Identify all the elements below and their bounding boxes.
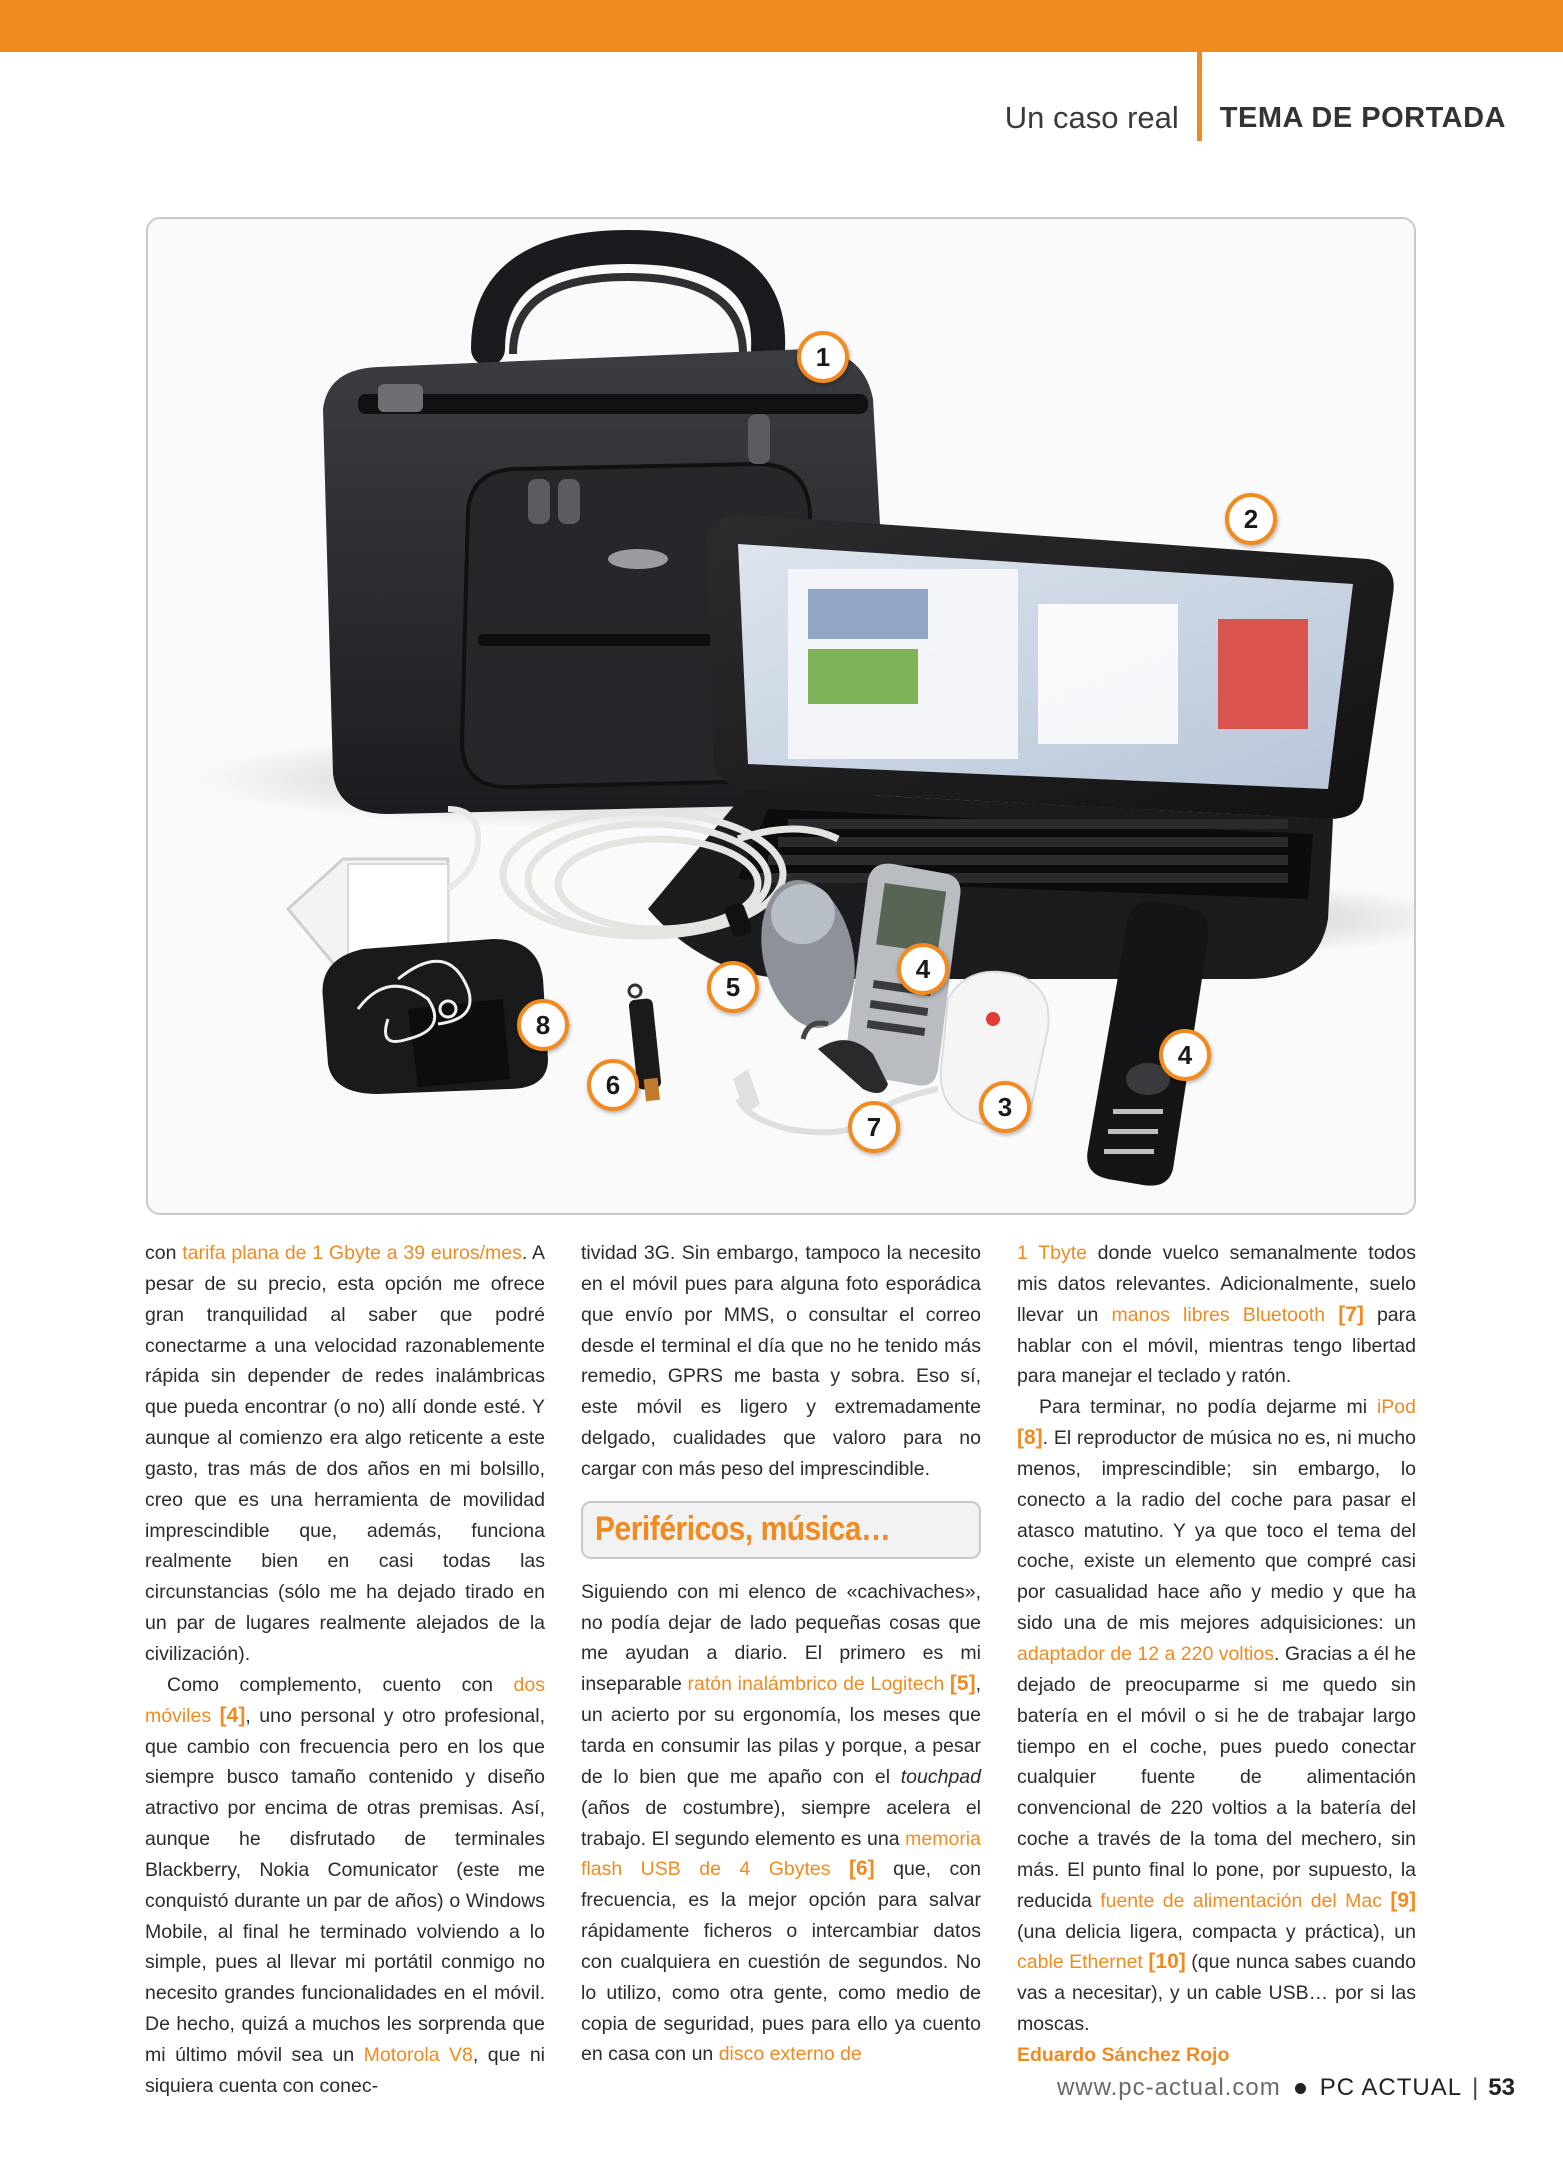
highlight-term: iPod	[1376, 1396, 1416, 1419]
photo-reference: [4]	[219, 1703, 246, 1727]
callout-2: 2	[1225, 493, 1277, 545]
subheading-box	[581, 1501, 981, 1559]
paragraph	[145, 1238, 545, 1670]
text-run: , un acierto por su ergonomía, los meses que tarda en consumir las pilas y porque, a pesar de lo bien que me apaño con el	[581, 1673, 981, 1788]
photo-reference: [8]	[1017, 1426, 1043, 1450]
callout-4-motorola: 4	[1159, 1029, 1211, 1081]
highlight-term: memoria flash USB de 4 Gbytes	[581, 1827, 981, 1881]
website-url[interactable]: www.pc-actual.com	[1056, 2074, 1281, 2101]
photo-reference: [9]	[1390, 1888, 1417, 1912]
section-label: Un caso real	[1004, 100, 1179, 135]
page-number: 53	[1488, 2074, 1515, 2101]
highlight-term: 1 Tbyte	[1017, 1242, 1087, 1264]
callout-4-nokia: 4	[897, 943, 949, 995]
highlight-term: disco externo de	[718, 2043, 862, 2066]
text-run: Siguiendo con mi elenco de «cachivaches», no podía dejar de lado pequeñas cosas que me ayudan a diario. El primero es mi inseparable	[581, 1580, 981, 1696]
italic-term: touchpad	[900, 1765, 981, 1788]
highlight-term: adaptador de 12 a 220 voltios	[1017, 1642, 1274, 1665]
product-photo	[146, 217, 1416, 1215]
author-byline: Eduardo Sánchez Rojo	[1017, 2043, 1230, 2066]
photo-reference: [10]	[1148, 1950, 1186, 1974]
highlight-term: cable Ethernet	[1017, 1951, 1143, 1974]
footer-separator: |	[1472, 2074, 1479, 2101]
text-run: . A pesar de su precio, esta opción me ofrece gran tranquilidad al saber que podré conectarme a una velocidad razonablemente rápida sin depender de redes inalámbricas que pueda encontrar (o no) allí donde esté. Y aunque al comienzo era algo reticente a este gasto, tras más de dos años en mi bolsillo, creo que es una herramienta de movilidad imprescindible que, además, funciona realmente bien en casi todas las circunstancias (sólo me ha dejado tirado en un par de lugares realmente alejados de la civilización).	[145, 1242, 545, 1665]
highlight-term: ratón inalámbrico de Logitech	[687, 1673, 945, 1696]
photo-reference: [6]	[848, 1857, 875, 1881]
article-column-3	[1017, 1238, 1416, 2071]
text-run: (que nunca sabes cuando vas a necesitar), y un cable USB… por si las moscas.	[1017, 1951, 1416, 2036]
highlight-term: tarifa plana de 1 Gbyte a 39 euros/mes	[182, 1242, 522, 1264]
callout-5: 5	[707, 961, 759, 1013]
topic-label: TEMA DE PORTADA	[1219, 101, 1506, 134]
text-run: , uno personal y otro profesional, que cambio con frecuencia pero en los que siempre busco tamaño contenido y diseño atractivo por encima de otras premisas. Así, aunque he disfrutado de terminales Blackberry, Nokia Comunicator (este me conquistó durante un par de años) o Windows Mobile, al final he terminado volviendo a lo simple, pues al llevar mi portátil conmigo no necesito grandes funcionalidades en el móvil. De hecho, quizá a muchos les sorprenda que mi último móvil sea un	[145, 1704, 546, 2066]
page-footer	[1057, 2074, 1515, 2102]
text-run: que, con frecuencia, es la mejor opción para salvar rápidamente ficheros o intercambiar datos con cualquiera en cuestión de segundos. No lo utilizo, como otra gente, como medio de copia de seguridad, pues para ello ya cuento en casa con un	[581, 1858, 981, 2066]
text-run: con	[145, 1242, 183, 1264]
text-run: Como complemento, cuento con	[167, 1673, 514, 1696]
callout-3: 3	[979, 1081, 1031, 1133]
paragraph	[145, 1670, 545, 2102]
top-accent-bar	[0, 0, 1563, 52]
photo-reference: [5]	[949, 1672, 976, 1696]
page-header	[1005, 96, 1506, 140]
text-run: para hablar con el móvil, mientras tengo libertad para manejar el teclado y ratón.	[1017, 1303, 1416, 1388]
paragraph	[1017, 1238, 1416, 1392]
photo-reference: [7]	[1338, 1302, 1364, 1326]
highlight-term: dos móviles	[145, 1673, 545, 1727]
paragraph	[1017, 1392, 1416, 2040]
callout-6: 6	[587, 1059, 639, 1111]
article-column-2	[581, 1238, 981, 2070]
text-run: (años de costumbre), siempre acelera el trabajo. El segundo elemento es una	[581, 1796, 981, 1850]
subheading: Periféricos, música…	[595, 1510, 891, 1549]
callout-1: 1	[797, 331, 849, 383]
highlight-term: Motorola V8	[363, 2043, 473, 2066]
highlight-term: manos libres Bluetooth	[1111, 1303, 1326, 1326]
bullet-dot-icon	[1295, 2083, 1306, 2094]
callout-8: 8	[517, 999, 569, 1051]
magazine-name: PC ACTUAL	[1319, 2074, 1463, 2101]
highlight-term: fuente de alimentación del Mac	[1100, 1889, 1382, 1912]
text-run: . El reproductor de música no es, ni mucho menos, imprescindible; sin embargo, lo conecto a la radio del coche para pasar el atasco matutino. Y ya que toco el tema del coche, existe un elemento que compré casi por casualidad hace año y medio y que ha sido una de mis mejores adquisiciones: un	[1017, 1427, 1416, 1635]
article-column-1	[145, 1238, 545, 2102]
text-run: , que ni siquiera cuenta con conec-	[145, 2043, 545, 2097]
text-run: donde vuelco semanalmente todos mis datos relevantes. Adicionalmente, suelo llevar un	[1017, 1242, 1416, 1326]
callout-7: 7	[848, 1101, 900, 1153]
text-run: Para terminar, no podía dejarme mi	[1039, 1396, 1377, 1419]
photo-illustration	[148, 219, 1416, 1215]
text-run: (una delicia ligera, compacta y práctica), un	[1017, 1920, 1416, 1943]
paragraph: tividad 3G. Sin embargo, tampoco la necesito en el móvil pues para alguna foto esporádica que envío por MMS, o consultar el correo desde el terminal el día que no he tenido más remedio, GPRS me basta y sobra. Eso sí, este móvil es ligero y extremadamente delgado, cualidades que valoro para no cargar con más peso del imprescindible.	[581, 1242, 981, 1480]
paragraph	[581, 1577, 981, 2071]
text-run: . Gracias a él he dejado de preocuparme si me quedo sin batería en el móvil o si he de trabajar largo tiempo en el coche, pues puedo conectar cualquier fuente de alimentación convencional de 220 voltios a la batería del coche a través de la toma del mechero, sin más. El punto final lo pone, por supuesto, la reducida	[1017, 1642, 1416, 1912]
